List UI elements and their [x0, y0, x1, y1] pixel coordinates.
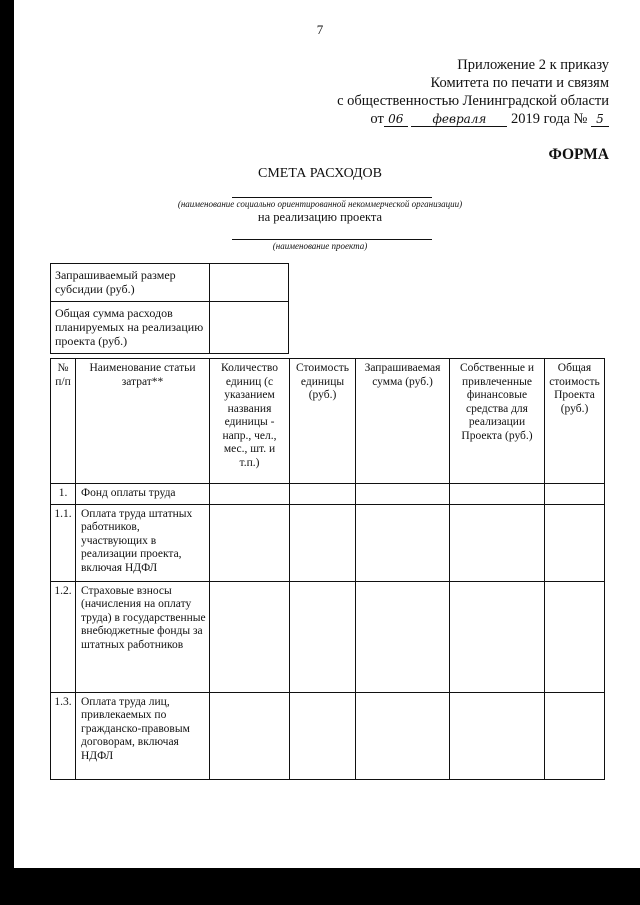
- document-title: СМЕТА РАСХОДОВ: [258, 166, 382, 181]
- total-cost-cell[interactable]: [545, 504, 605, 581]
- project-name-line: [232, 239, 432, 240]
- appendix-line-2: Комитета по печати и связям: [430, 75, 609, 91]
- on-project-text: на реализацию проекта: [257, 210, 383, 224]
- org-name-line: [232, 197, 432, 198]
- handwritten-month: февраля: [411, 112, 507, 127]
- requested-sum-cell[interactable]: [356, 581, 450, 692]
- header-own-funds: Собственные и привлеченные финансовые средства для реализации Проекта (руб.): [450, 359, 545, 484]
- table-row: [51, 504, 605, 581]
- expense-table: [50, 358, 605, 780]
- header-unit-cost: Стоимость единицы (руб.): [290, 359, 356, 484]
- subsidy-label: Запрашиваемый размер субсидии (руб.): [51, 264, 210, 302]
- subsidy-table: [50, 263, 289, 354]
- unit-cost-cell[interactable]: [290, 692, 356, 779]
- quantity-cell[interactable]: [210, 504, 290, 581]
- quantity-cell[interactable]: [210, 581, 290, 692]
- row-number: 1.3.: [51, 692, 76, 779]
- own-funds-cell[interactable]: [450, 504, 545, 581]
- appendix-date-line: [337, 110, 609, 128]
- row-item-name: Оплата труда лиц, привлекаемых по гражданско-правовым договорам, включая НДФЛ: [76, 692, 210, 779]
- own-funds-cell[interactable]: [450, 581, 545, 692]
- form-label: ФОРМА: [548, 146, 609, 163]
- total-cost-cell[interactable]: [545, 484, 605, 505]
- total-expense-row: [51, 302, 289, 354]
- row-number: 1.1.: [51, 504, 76, 581]
- handwritten-number: 5: [591, 112, 609, 127]
- total-expense-value-cell[interactable]: [210, 302, 289, 354]
- scan-left-edge: [0, 0, 14, 905]
- year-text: 2019 года №: [511, 111, 588, 127]
- project-name-hint: (наименование проекта): [272, 241, 368, 251]
- total-cost-cell[interactable]: [545, 581, 605, 692]
- subsidy-row: [51, 264, 289, 302]
- unit-cost-cell[interactable]: [290, 581, 356, 692]
- table-row: [51, 581, 605, 692]
- org-name-hint: (наименование социально ориентированной некоммерческой организации): [177, 199, 463, 209]
- handwritten-day: 06: [384, 112, 408, 127]
- row-number: 1.: [51, 484, 76, 505]
- header-total-cost: Общая стоимость Проекта (руб.): [545, 359, 605, 484]
- subsidy-value-cell[interactable]: [210, 264, 289, 302]
- quantity-cell[interactable]: [210, 692, 290, 779]
- header-quantity: Количество единиц (с указанием названия единицы - напр., чел., мес., шт. и т.п.): [210, 359, 290, 484]
- total-expense-label: Общая сумма расходов планируемых на реализацию проекта (руб.): [51, 302, 210, 354]
- table-row: [51, 692, 605, 779]
- header-num: № п/п: [51, 359, 76, 484]
- row-item-name: Оплата труда штатных работников, участвующих в реализации проекта, включая НДФЛ: [76, 504, 210, 581]
- header-item-name: Наименование статьи затрат**: [76, 359, 210, 484]
- header-requested-sum: Запрашиваемая сумма (руб.): [356, 359, 450, 484]
- total-cost-cell[interactable]: [545, 692, 605, 779]
- scan-bottom-edge: [0, 868, 640, 905]
- page-number: 7: [316, 22, 324, 37]
- date-prefix: от: [370, 111, 384, 127]
- appendix-line-3: с общественностью Ленинградской области: [337, 93, 609, 109]
- appendix-line-1: Приложение 2 к приказу: [457, 57, 609, 73]
- unit-cost-cell[interactable]: [290, 484, 356, 505]
- unit-cost-cell[interactable]: [290, 504, 356, 581]
- own-funds-cell[interactable]: [450, 484, 545, 505]
- row-number: 1.2.: [51, 581, 76, 692]
- appendix-block: [337, 56, 609, 128]
- row-item-name: Фонд оплаты труда: [76, 484, 210, 505]
- requested-sum-cell[interactable]: [356, 484, 450, 505]
- own-funds-cell[interactable]: [450, 692, 545, 779]
- requested-sum-cell[interactable]: [356, 692, 450, 779]
- row-item-name: Страховые взносы (начисления на оплату труда) в государственные внебюджетные фонды за штатных работников: [76, 581, 210, 692]
- table-header-row: [51, 359, 605, 484]
- quantity-cell[interactable]: [210, 484, 290, 505]
- table-row: [51, 484, 605, 505]
- requested-sum-cell[interactable]: [356, 504, 450, 581]
